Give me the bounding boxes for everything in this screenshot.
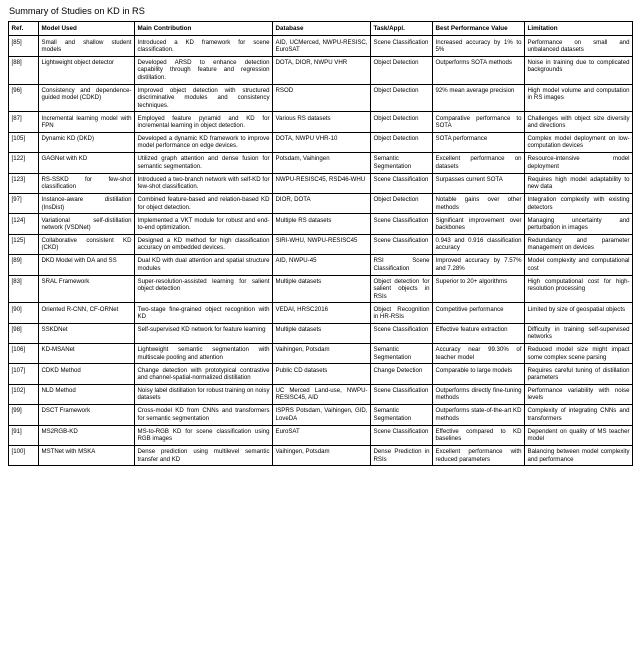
- cell-limitation: Difficulty in training self-supervised networks: [525, 323, 633, 343]
- cell-database: DOTA, DIOR, NWPU VHR: [273, 56, 371, 84]
- cell-performance: Excellent performance with reduced parameters: [433, 446, 525, 466]
- cell-performance: 0.943 and 0.916 classification accuracy: [433, 234, 525, 254]
- column-header-database: Database: [273, 22, 371, 36]
- cell-model: Incremental learning model with FPN: [39, 112, 135, 132]
- cell-contribution: MS-to-RGB KD for scene classification using RGB images: [135, 425, 273, 445]
- cell-ref: [91]: [9, 425, 39, 445]
- cell-contribution: Utilized graph attention and dense fusion for semantic segmentation.: [135, 153, 273, 173]
- table-row: [9, 275, 633, 303]
- cell-database: DIOR, DOTA: [273, 193, 371, 213]
- cell-ref: [123]: [9, 173, 39, 193]
- cell-model: Lightweight object detector: [39, 56, 135, 84]
- cell-contribution: Combined feature-based and relation-based KD for object detection.: [135, 193, 273, 213]
- cell-ref: [124]: [9, 214, 39, 234]
- cell-task: Object Detection: [371, 112, 433, 132]
- table-header-row: [9, 22, 633, 36]
- column-header-model: Model Used: [39, 22, 135, 36]
- table-row: [9, 56, 633, 84]
- cell-limitation: Challenges with object size diversity and directions: [525, 112, 633, 132]
- cell-database: DOTA, NWPU VHR-10: [273, 132, 371, 152]
- table-row: [9, 384, 633, 404]
- cell-model: Oriented R-CNN, CF-ORNet: [39, 303, 135, 323]
- cell-model: MS2RGB-KD: [39, 425, 135, 445]
- table-row: [9, 255, 633, 275]
- cell-ref: [102]: [9, 384, 39, 404]
- cell-performance: Notable gains over other methods: [433, 193, 525, 213]
- cell-performance: Competitive performance: [433, 303, 525, 323]
- cell-performance: Superior to 20+ algorithms: [433, 275, 525, 303]
- cell-database: Vaihingen, Potsdam: [273, 344, 371, 364]
- cell-database: AID, UCMerced, NWPU-RESISC, EuroSAT: [273, 36, 371, 56]
- cell-model: Dynamic KD (DKD): [39, 132, 135, 152]
- cell-limitation: Integration complexity with existing detectors: [525, 193, 633, 213]
- cell-model: Collaborative consistent KD (CKD): [39, 234, 135, 254]
- cell-limitation: High model volume and computation in RS images: [525, 84, 633, 112]
- table-row: [9, 303, 633, 323]
- cell-task: Scene Classification: [371, 323, 433, 343]
- cell-contribution: Noisy label distillation for robust training on noisy datasets: [135, 384, 273, 404]
- cell-performance: 92% mean average precision: [433, 84, 525, 112]
- cell-database: Vaihingen, Potsdam: [273, 446, 371, 466]
- cell-ref: [122]: [9, 153, 39, 173]
- cell-task: Scene Classification: [371, 425, 433, 445]
- cell-task: Semantic Segmentation: [371, 405, 433, 425]
- cell-model: Small and shallow student models: [39, 36, 135, 56]
- cell-limitation: Complexity of integrating CNNs and transformers: [525, 405, 633, 425]
- cell-task: Object Recognition in HR-RSIs: [371, 303, 433, 323]
- cell-ref: [107]: [9, 364, 39, 384]
- cell-model: DKD Model with DA and SS: [39, 255, 135, 275]
- cell-database: EuroSAT: [273, 425, 371, 445]
- cell-performance: Comparative performance to SOTA: [433, 112, 525, 132]
- column-header-task: Task/Appl.: [371, 22, 433, 36]
- cell-limitation: Resource-intensive model deployment: [525, 153, 633, 173]
- cell-limitation: Performance variability with noise levels: [525, 384, 633, 404]
- cell-limitation: Redundancy and parameter management on devices: [525, 234, 633, 254]
- cell-performance: Increased accuracy by 1% to 5%: [433, 36, 525, 56]
- column-header-limitation: Limitation: [525, 22, 633, 36]
- cell-limitation: Requires careful tuning of distillation parameters: [525, 364, 633, 384]
- cell-task: Scene Classification: [371, 173, 433, 193]
- cell-model: DSCT Framework: [39, 405, 135, 425]
- cell-performance: Surpasses current SOTA: [433, 173, 525, 193]
- table-header: [9, 22, 633, 36]
- cell-database: Multiple RS datasets: [273, 214, 371, 234]
- cell-limitation: Requires high model adaptability to new data: [525, 173, 633, 193]
- cell-model: KD-MSANet: [39, 344, 135, 364]
- cell-model: MSTNet with MSKA: [39, 446, 135, 466]
- table-row: [9, 364, 633, 384]
- cell-performance: SOTA performance: [433, 132, 525, 152]
- cell-model: NLD Method: [39, 384, 135, 404]
- table-row: [9, 153, 633, 173]
- cell-model: Consistency and dependence-guided model (CDKD): [39, 84, 135, 112]
- cell-contribution: Implemented a VKT module for robust and end-to-end optimization.: [135, 214, 273, 234]
- cell-limitation: Managing uncertainty and perturbation in images: [525, 214, 633, 234]
- cell-task: Object Detection: [371, 132, 433, 152]
- cell-database: NWPU-RESISC45, RSD46-WHU: [273, 173, 371, 193]
- table-row: [9, 344, 633, 364]
- cell-database: Multiple datasets: [273, 275, 371, 303]
- cell-task: Object Detection: [371, 56, 433, 84]
- table-row: [9, 112, 633, 132]
- cell-task: Semantic Segmentation: [371, 153, 433, 173]
- table-caption: Summary of Studies on KD in RS: [9, 6, 145, 16]
- cell-contribution: Improved object detection with structured discriminative modules and consistency techniques.: [135, 84, 273, 112]
- table-row: [9, 234, 633, 254]
- table-row: [9, 446, 633, 466]
- cell-ref: [97]: [9, 193, 39, 213]
- cell-performance: Outperforms state-of-the-art KD methods: [433, 405, 525, 425]
- cell-ref: [98]: [9, 323, 39, 343]
- cell-contribution: Two-stage fine-grained object recognition with KD: [135, 303, 273, 323]
- cell-contribution: Designed a KD method for high classification accuracy on embedded devices.: [135, 234, 273, 254]
- cell-performance: Comparable to large models: [433, 364, 525, 384]
- cell-contribution: Super-resolution-assisted learning for salient object detection: [135, 275, 273, 303]
- cell-task: Scene Classification: [371, 234, 433, 254]
- cell-ref: [99]: [9, 405, 39, 425]
- table-row: [9, 405, 633, 425]
- cell-limitation: Noise in training due to complicated backgrounds: [525, 56, 633, 84]
- cell-database: UC Merced Land-use, NWPU-RESISC45, AID: [273, 384, 371, 404]
- cell-performance: Excellent performance on datasets: [433, 153, 525, 173]
- column-header-ref: Ref.: [9, 22, 39, 36]
- cell-limitation: Reduced model size might impact some complex scene parsing: [525, 344, 633, 364]
- cell-contribution: Dual KD with dual attention and spatial structure modules: [135, 255, 273, 275]
- cell-contribution: Introduced a two-branch network with self-KD for few-shot classification.: [135, 173, 273, 193]
- cell-database: Public CD datasets: [273, 364, 371, 384]
- cell-contribution: Developed ARSD to enhance detection capability through feature and regression distillation.: [135, 56, 273, 84]
- cell-database: ISPRS Potsdam, Vaihingen, GID, LoveDA: [273, 405, 371, 425]
- cell-performance: Outperforms SOTA methods: [433, 56, 525, 84]
- cell-performance: Improved accuracy by 7.57% and 7.28%: [433, 255, 525, 275]
- column-header-contribution: Main Contribution: [135, 22, 273, 36]
- cell-performance: Effective compared to KD baselines: [433, 425, 525, 445]
- cell-task: Object Detection: [371, 193, 433, 213]
- cell-performance: Outperforms directly fine-tuning methods: [433, 384, 525, 404]
- table-body: [9, 36, 633, 466]
- cell-ref: [106]: [9, 344, 39, 364]
- cell-model: Instance-aware distillation (InsDist): [39, 193, 135, 213]
- cell-task: Scene Classification: [371, 384, 433, 404]
- cell-ref: [85]: [9, 36, 39, 56]
- table-row: [9, 173, 633, 193]
- cell-model: CDKD Method: [39, 364, 135, 384]
- column-header-performance: Best Performance Value: [433, 22, 525, 36]
- cell-ref: [96]: [9, 84, 39, 112]
- cell-task: RSI Scene Classification: [371, 255, 433, 275]
- cell-ref: [89]: [9, 255, 39, 275]
- cell-performance: Significant improvement over backbones: [433, 214, 525, 234]
- table-row: [9, 36, 633, 56]
- table-row: [9, 132, 633, 152]
- cell-model: GAGNet with KD: [39, 153, 135, 173]
- cell-database: RSOD: [273, 84, 371, 112]
- table-row: [9, 214, 633, 234]
- cell-task: Object detection for salient objects in RSIs: [371, 275, 433, 303]
- cell-database: Multiple datasets: [273, 323, 371, 343]
- cell-database: Various RS datasets: [273, 112, 371, 132]
- table-row: [9, 84, 633, 112]
- studies-table: [8, 21, 633, 466]
- cell-ref: [90]: [9, 303, 39, 323]
- cell-contribution: Introduced a KD framework for scene classification.: [135, 36, 273, 56]
- cell-task: Scene Classification: [371, 36, 433, 56]
- cell-limitation: Model complexity and computational cost: [525, 255, 633, 275]
- cell-performance: Accuracy near 99.30% of teacher model: [433, 344, 525, 364]
- cell-limitation: Balancing between model complexity and performance: [525, 446, 633, 466]
- cell-limitation: High computational cost for high-resolution processing: [525, 275, 633, 303]
- cell-ref: [105]: [9, 132, 39, 152]
- cell-task: Object Detection: [371, 84, 433, 112]
- cell-limitation: Dependent on quality of MS teacher model: [525, 425, 633, 445]
- cell-contribution: Dense prediction using multilevel semantic transfer and KD: [135, 446, 273, 466]
- cell-model: SSKDNet: [39, 323, 135, 343]
- cell-model: Variational self-distillation network (VSDNet): [39, 214, 135, 234]
- cell-contribution: Self-supervised KD network for feature learning: [135, 323, 273, 343]
- cell-ref: [125]: [9, 234, 39, 254]
- cell-database: VEDAI, HRSC2016: [273, 303, 371, 323]
- cell-ref: [88]: [9, 56, 39, 84]
- cell-limitation: Performance on small and unbalanced datasets: [525, 36, 633, 56]
- cell-ref: [83]: [9, 275, 39, 303]
- cell-task: Scene Classification: [371, 214, 433, 234]
- cell-contribution: Change detection with prototypical contrastive and channel-spatial-normalized distillation: [135, 364, 273, 384]
- cell-database: SIRI-WHU, NWPU-RESISC45: [273, 234, 371, 254]
- cell-performance: Effective feature extraction: [433, 323, 525, 343]
- cell-ref: [100]: [9, 446, 39, 466]
- cell-task: Dense Prediction in RSIs: [371, 446, 433, 466]
- cell-limitation: Complex model deployment on low-computation devices: [525, 132, 633, 152]
- cell-model: RS-SSKD for few-shot classification: [39, 173, 135, 193]
- cell-task: Change Detection: [371, 364, 433, 384]
- cell-contribution: Lightweight semantic segmentation with multiscale pooling and attention: [135, 344, 273, 364]
- table-row: [9, 425, 633, 445]
- cell-limitation: Limited by size of geospatial objects: [525, 303, 633, 323]
- cell-ref: [87]: [9, 112, 39, 132]
- cell-model: SRAL Framework: [39, 275, 135, 303]
- cell-contribution: Employed feature pyramid and KD for incremental learning in object detection.: [135, 112, 273, 132]
- table-row: [9, 193, 633, 213]
- table-row: [9, 323, 633, 343]
- cell-database: Potsdam, Vaihingen: [273, 153, 371, 173]
- cell-contribution: Cross-model KD from CNNs and transformers for semantic segmentation: [135, 405, 273, 425]
- cell-database: AID, NWPU-45: [273, 255, 371, 275]
- cell-task: Semantic Segmentation: [371, 344, 433, 364]
- cell-contribution: Developed a dynamic KD framework to improve model performance on edge devices.: [135, 132, 273, 152]
